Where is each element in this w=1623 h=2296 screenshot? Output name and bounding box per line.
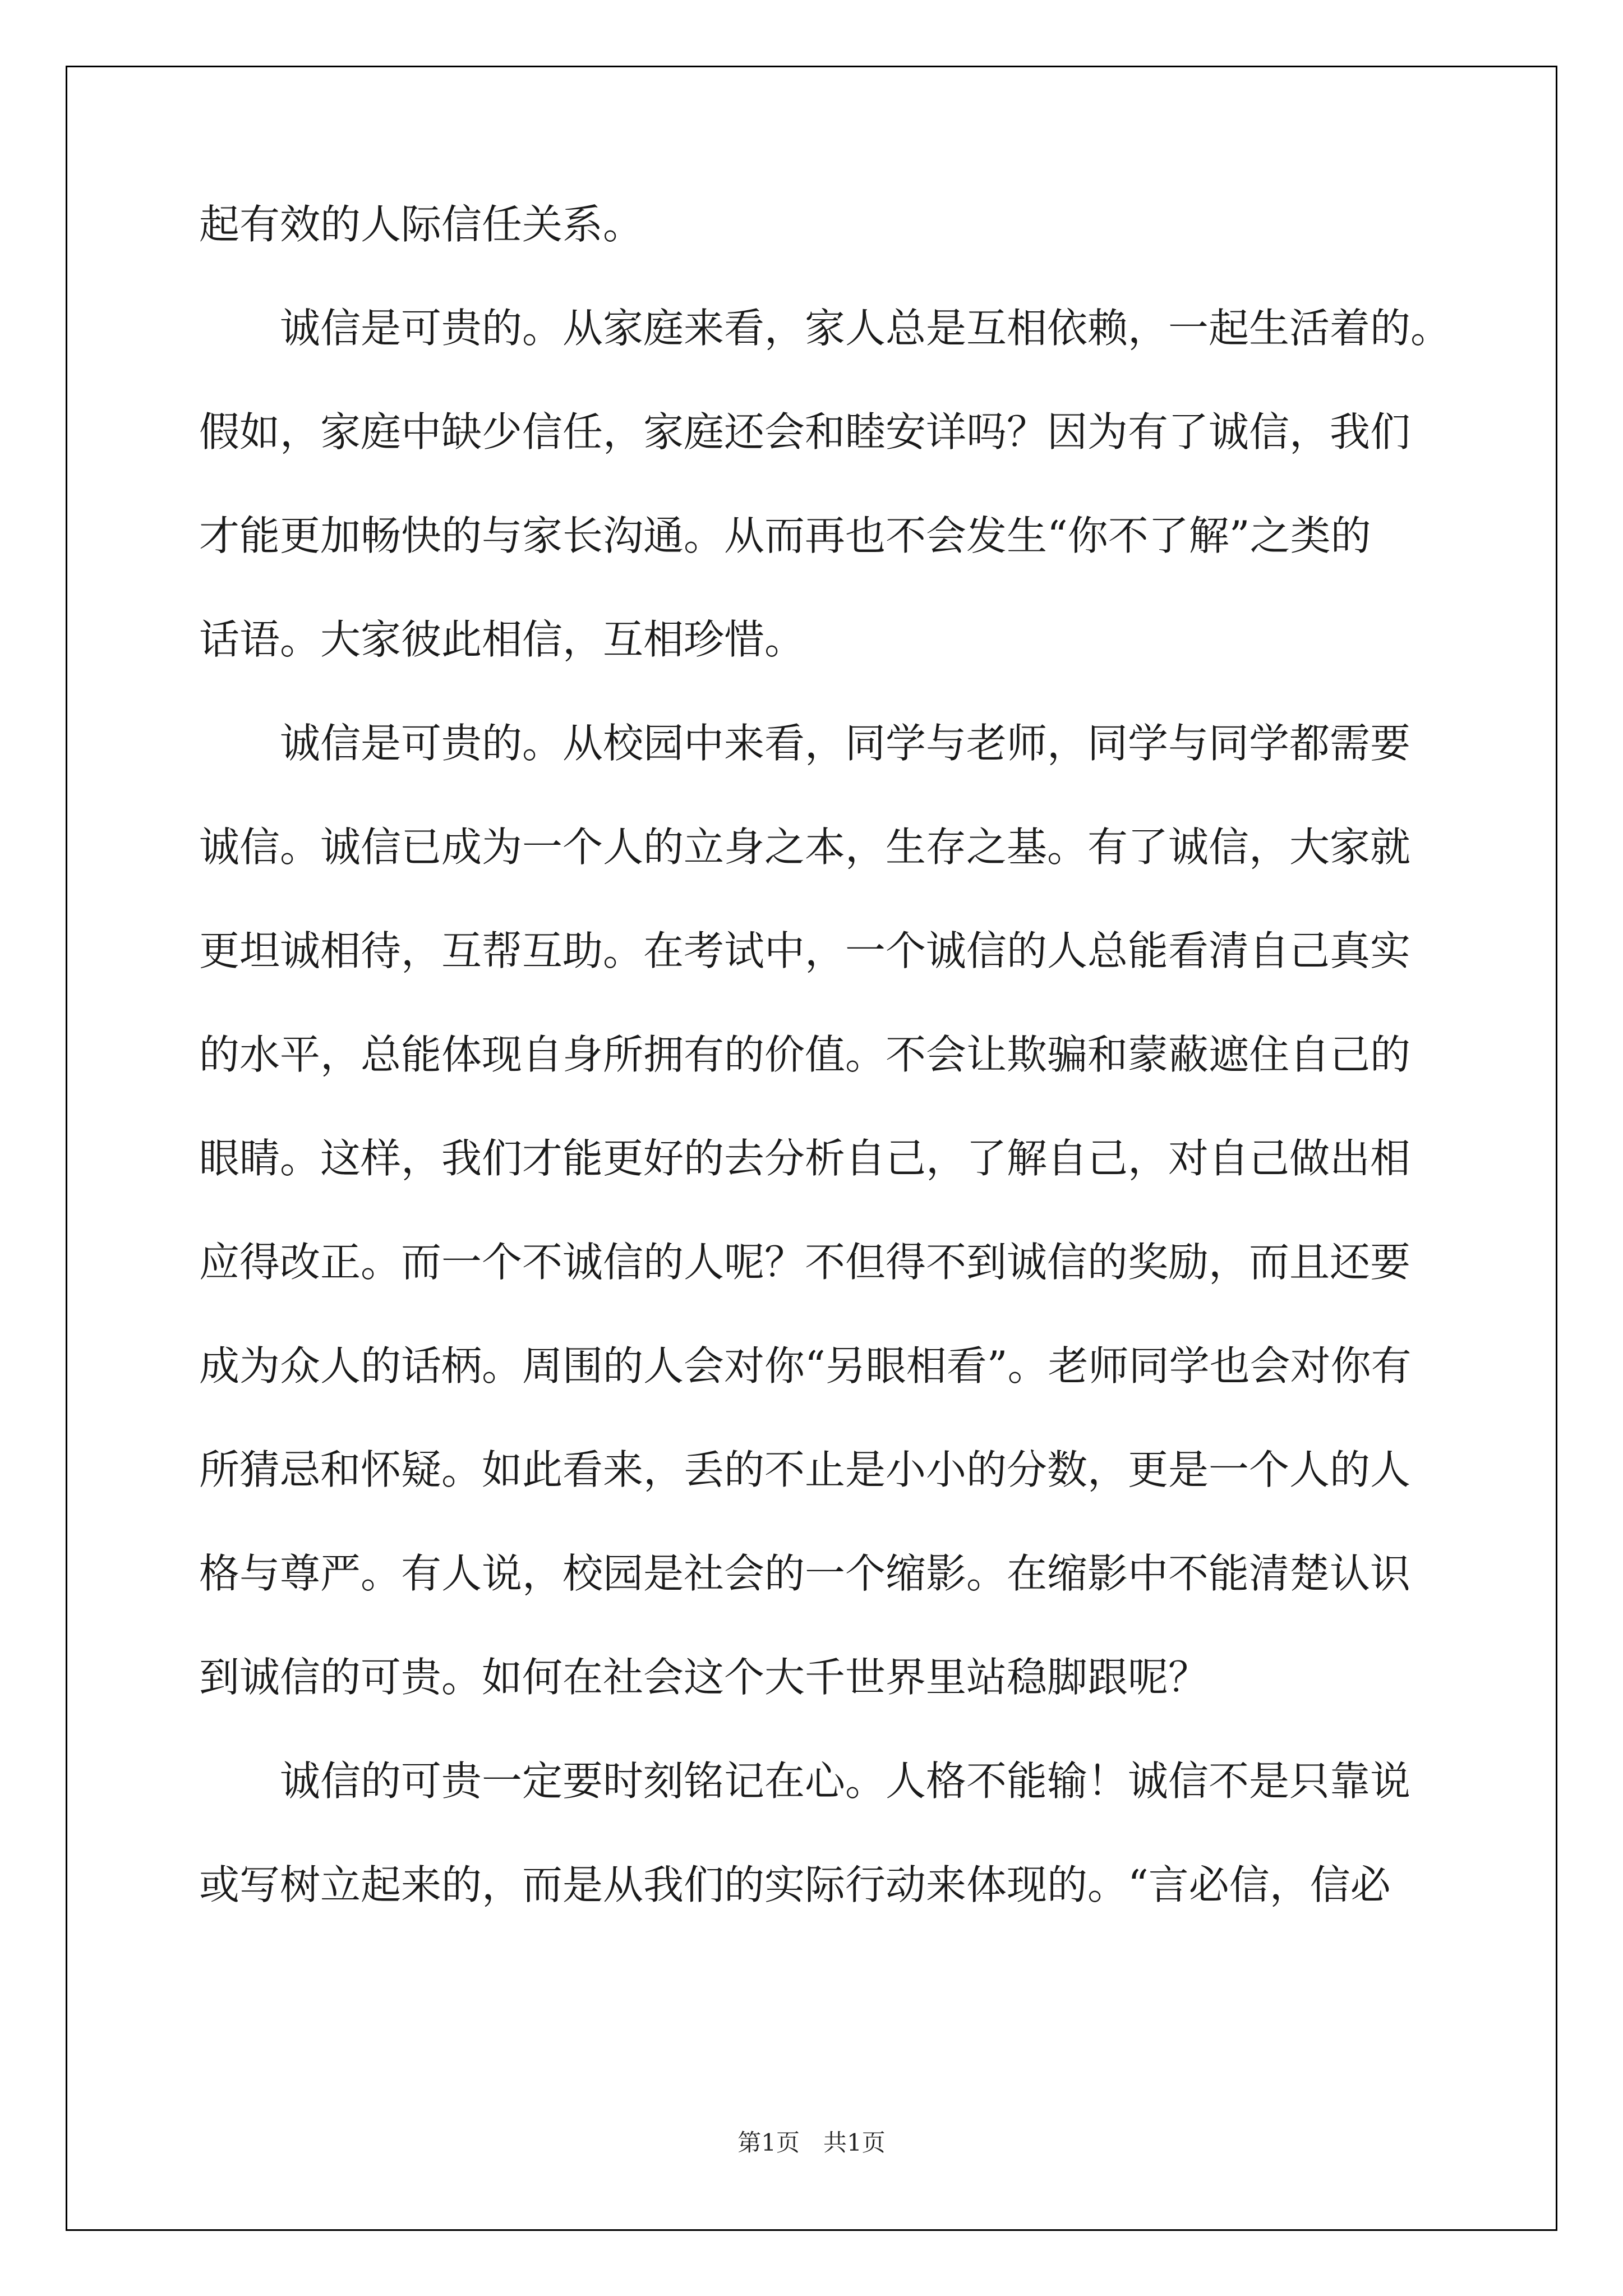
text-line: 格与尊严。有人说，校园是社会的一个缩影。在缩影中不能清楚认识 (199, 1550, 1411, 1597)
text-line: 才能更加畅快的与家长沟通。从而再也不会发生“你不了解”之类的 (199, 512, 1371, 559)
text-line: 诚信是可贵的。从家庭来看，家人总是互相依赖，一起生活着的。 (199, 305, 1451, 352)
page-number-footer: 第1页 共1页 (737, 2129, 886, 2156)
text-line: 或写树立起来的，而是从我们的实际行动来体现的。“言必信，信必 (199, 1861, 1391, 1908)
text-line: 起有效的人际信任关系。 (199, 201, 644, 248)
text-line: 话语。大家彼此相信，互相珍惜。 (199, 616, 805, 663)
text-line: 所猜忌和怀疑。如此看来，丢的不止是小小的分数，更是一个人的人 (199, 1446, 1411, 1493)
text-line: 更坦诚相待，互帮互助。在考试中，一个诚信的人总能看清自己真实 (199, 927, 1411, 974)
text-line: 诚信的可贵一定要时刻铭记在心。人格不能输！诚信不是只靠说 (199, 1757, 1411, 1805)
text-line: 眼睛。这样，我们才能更好的去分析自己，了解自己，对自己做出相 (199, 1135, 1411, 1182)
text-line: 假如，家庭中缺少信任，家庭还会和睦安详吗？因为有了诚信，我们 (199, 408, 1411, 455)
text-line: 诚信是可贵的。从校园中来看，同学与老师，同学与同学都需要 (199, 720, 1411, 767)
text-line: 应得改正。而一个不诚信的人呢？不但得不到诚信的奖励，而且还要 (199, 1239, 1411, 1286)
text-line: 诚信。诚信已成为一个人的立身之本，生存之基。有了诚信，大家就 (199, 823, 1411, 871)
text-line: 到诚信的可贵。如何在社会这个大千世界里站稳脚跟呢？ (199, 1654, 1209, 1701)
text-line: 成为众人的话柄。周围的人会对你“另眼相看”。老师同学也会对你有 (199, 1342, 1412, 1389)
text-line: 的水平，总能体现自身所拥有的价值。不会让欺骗和蒙蔽遮住自己的 (199, 1031, 1411, 1078)
